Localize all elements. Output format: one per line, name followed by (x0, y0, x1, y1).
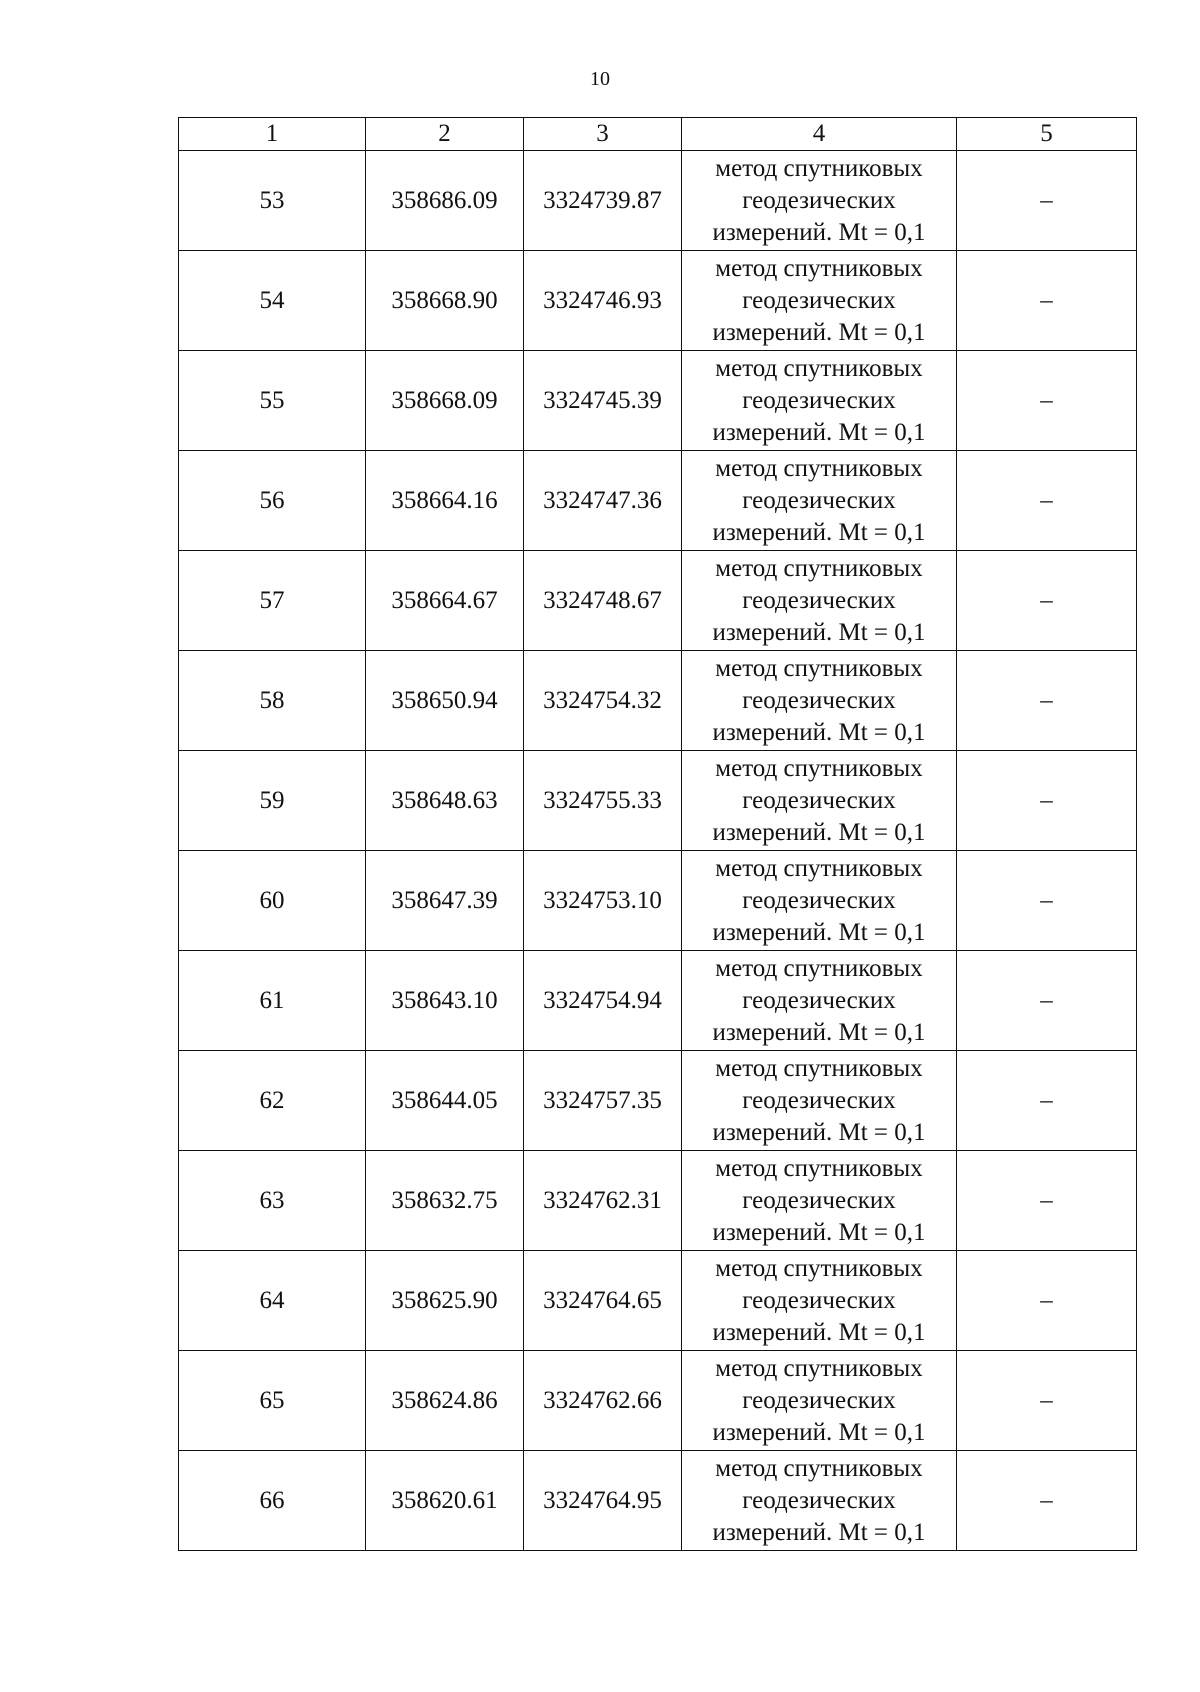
note-cell: – (957, 251, 1137, 351)
point-number-cell: 54 (179, 251, 366, 351)
point-number-cell: 64 (179, 1251, 366, 1351)
point-number-cell: 57 (179, 551, 366, 651)
method-cell (682, 651, 957, 751)
x-coordinate-cell: 358686.09 (366, 151, 524, 251)
x-coordinate-cell: 358624.86 (366, 1351, 524, 1451)
point-number-cell: 60 (179, 851, 366, 951)
note-cell: – (957, 1051, 1137, 1151)
point-number-cell: 62 (179, 1051, 366, 1151)
method-line: геодезических (742, 686, 896, 714)
method-line: измерений. Mt = 0,1 (712, 618, 926, 646)
method-line: измерений. Mt = 0,1 (712, 1518, 926, 1546)
table-row (179, 1451, 1137, 1551)
method-cell (682, 1151, 957, 1251)
method-line: измерений. Mt = 0,1 (712, 718, 926, 746)
point-number-cell: 61 (179, 951, 366, 1051)
method-line: геодезических (742, 486, 896, 514)
note-cell: – (957, 151, 1137, 251)
note-cell: – (957, 1451, 1137, 1551)
method-line: метод спутниковых (715, 1454, 923, 1482)
method-cell (682, 851, 957, 951)
y-coordinate-cell: 3324762.66 (524, 1351, 682, 1451)
method-line: метод спутниковых (715, 154, 923, 182)
method-cell (682, 751, 957, 851)
y-coordinate-cell: 3324748.67 (524, 551, 682, 651)
point-number-cell: 55 (179, 351, 366, 451)
method-line: метод спутниковых (715, 854, 923, 882)
table-row (179, 1051, 1137, 1151)
y-coordinate-cell: 3324747.36 (524, 451, 682, 551)
method-line: геодезических (742, 1386, 896, 1414)
y-coordinate-cell: 3324753.10 (524, 851, 682, 951)
x-coordinate-cell: 358644.05 (366, 1051, 524, 1151)
note-cell: – (957, 1351, 1137, 1451)
method-line: измерений. Mt = 0,1 (712, 318, 926, 346)
y-coordinate-cell: 3324755.33 (524, 751, 682, 851)
table-row (179, 951, 1137, 1051)
method-cell (682, 351, 957, 451)
point-number-cell: 56 (179, 451, 366, 551)
method-line: измерений. Mt = 0,1 (712, 1118, 926, 1146)
y-coordinate-cell: 3324754.32 (524, 651, 682, 751)
method-cell (682, 1451, 957, 1551)
method-line: геодезических (742, 186, 896, 214)
note-cell: – (957, 951, 1137, 1051)
method-cell (682, 151, 957, 251)
method-cell (682, 551, 957, 651)
method-line: геодезических (742, 1186, 896, 1214)
method-line: метод спутниковых (715, 1354, 923, 1382)
method-line: метод спутниковых (715, 454, 923, 482)
note-cell: – (957, 651, 1137, 751)
method-line: измерений. Mt = 0,1 (712, 1018, 926, 1046)
method-line: геодезических (742, 886, 896, 914)
method-line: геодезических (742, 286, 896, 314)
method-line: метод спутниковых (715, 654, 923, 682)
method-line: метод спутниковых (715, 1054, 923, 1082)
point-number-cell: 59 (179, 751, 366, 851)
note-cell: – (957, 1251, 1137, 1351)
method-line: метод спутниковых (715, 1154, 923, 1182)
table-row (179, 1151, 1137, 1251)
y-coordinate-cell: 3324746.93 (524, 251, 682, 351)
method-cell (682, 1051, 957, 1151)
point-number-cell: 66 (179, 1451, 366, 1551)
header-cell-2: 2 (366, 118, 524, 151)
note-cell: – (957, 751, 1137, 851)
method-line: измерений. Mt = 0,1 (712, 418, 926, 446)
note-cell: – (957, 351, 1137, 451)
method-line: метод спутниковых (715, 954, 923, 982)
table-row (179, 351, 1137, 451)
method-cell (682, 1251, 957, 1351)
table-row (179, 1251, 1137, 1351)
note-cell: – (957, 851, 1137, 951)
note-cell: – (957, 551, 1137, 651)
method-cell (682, 951, 957, 1051)
x-coordinate-cell: 358632.75 (366, 1151, 524, 1251)
x-coordinate-cell: 358647.39 (366, 851, 524, 951)
table-row (179, 151, 1137, 251)
method-line: измерений. Mt = 0,1 (712, 1318, 926, 1346)
x-coordinate-cell: 358664.67 (366, 551, 524, 651)
table-row (179, 251, 1137, 351)
header-cell-4: 4 (682, 118, 957, 151)
method-cell (682, 1351, 957, 1451)
table-row (179, 1351, 1137, 1451)
point-number-cell: 58 (179, 651, 366, 751)
method-cell (682, 251, 957, 351)
method-line: измерений. Mt = 0,1 (712, 518, 926, 546)
method-line: геодезических (742, 1286, 896, 1314)
table-body (179, 118, 1137, 1551)
table-row (179, 651, 1137, 751)
x-coordinate-cell: 358668.09 (366, 351, 524, 451)
method-line: измерений. Mt = 0,1 (712, 918, 926, 946)
method-line: метод спутниковых (715, 1254, 923, 1282)
x-coordinate-cell: 358625.90 (366, 1251, 524, 1351)
method-line: метод спутниковых (715, 254, 923, 282)
method-line: измерений. Mt = 0,1 (712, 818, 926, 846)
coordinates-table (178, 117, 1137, 1551)
y-coordinate-cell: 3324745.39 (524, 351, 682, 451)
header-cell-3: 3 (524, 118, 682, 151)
x-coordinate-cell: 358664.16 (366, 451, 524, 551)
table-row (179, 551, 1137, 651)
note-cell: – (957, 451, 1137, 551)
x-coordinate-cell: 358643.10 (366, 951, 524, 1051)
table-row (179, 851, 1137, 951)
table-row (179, 751, 1137, 851)
y-coordinate-cell: 3324762.31 (524, 1151, 682, 1251)
method-line: измерений. Mt = 0,1 (712, 218, 926, 246)
y-coordinate-cell: 3324764.65 (524, 1251, 682, 1351)
method-line: метод спутниковых (715, 354, 923, 382)
x-coordinate-cell: 358620.61 (366, 1451, 524, 1551)
x-coordinate-cell: 358650.94 (366, 651, 524, 751)
x-coordinate-cell: 358668.90 (366, 251, 524, 351)
method-line: геодезических (742, 1086, 896, 1114)
method-line: геодезических (742, 1486, 896, 1514)
y-coordinate-cell: 3324764.95 (524, 1451, 682, 1551)
table-row (179, 451, 1137, 551)
header-cell-1: 1 (179, 118, 366, 151)
y-coordinate-cell: 3324754.94 (524, 951, 682, 1051)
header-cell-5: 5 (957, 118, 1137, 151)
y-coordinate-cell: 3324739.87 (524, 151, 682, 251)
method-line: метод спутниковых (715, 554, 923, 582)
method-line: измерений. Mt = 0,1 (712, 1418, 926, 1446)
method-line: геодезических (742, 786, 896, 814)
method-line: геодезических (742, 986, 896, 1014)
note-cell: – (957, 1151, 1137, 1251)
method-line: метод спутниковых (715, 754, 923, 782)
method-line: измерений. Mt = 0,1 (712, 1218, 926, 1246)
point-number-cell: 53 (179, 151, 366, 251)
x-coordinate-cell: 358648.63 (366, 751, 524, 851)
point-number-cell: 63 (179, 1151, 366, 1251)
method-cell (682, 451, 957, 551)
point-number-cell: 65 (179, 1351, 366, 1451)
page-number: 10 (590, 68, 610, 90)
method-line: геодезических (742, 386, 896, 414)
table-header-row (179, 118, 1137, 151)
method-line: геодезических (742, 586, 896, 614)
y-coordinate-cell: 3324757.35 (524, 1051, 682, 1151)
